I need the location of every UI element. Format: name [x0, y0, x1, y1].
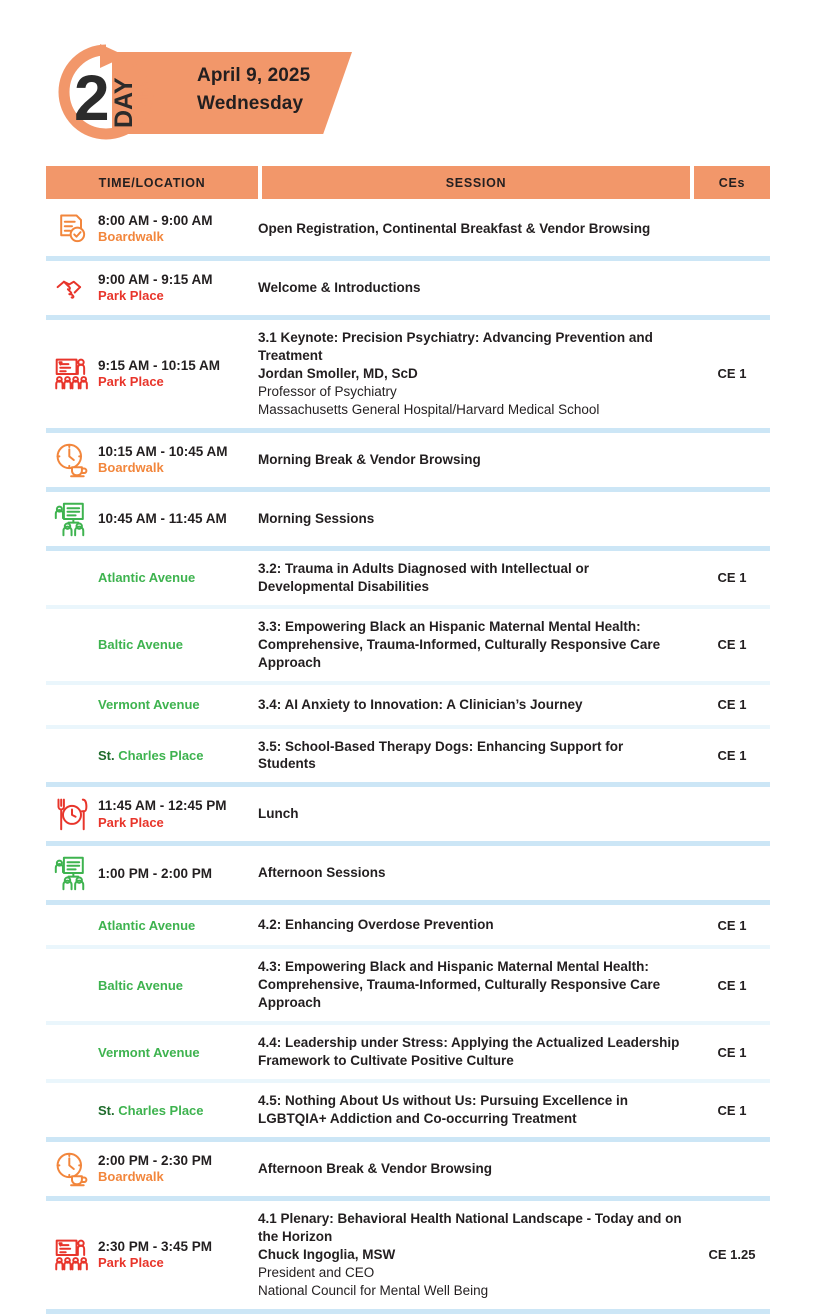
session-title: 3.3: Empowering Black an Hispanic Maternal Mental Health: Comprehensive, Trauma-Informed, Culturally Responsive Care Approach — [258, 618, 661, 670]
time-cell — [46, 796, 258, 832]
table-row — [46, 846, 770, 900]
schedule-table — [46, 166, 770, 1314]
time-location-block — [98, 510, 227, 528]
ces-cell: CE 1 — [717, 747, 747, 763]
table-row-breakout — [46, 729, 770, 783]
registration-document-check-icon — [46, 211, 98, 247]
ces-cell: CE 1 — [717, 366, 747, 382]
breakout-room-name: St. Charles Place — [98, 1102, 204, 1118]
ces-cell: CE 1 — [717, 1044, 747, 1060]
session-cell — [258, 510, 694, 528]
clock-coffee-break-icon — [46, 1151, 98, 1187]
banner-weekday: Wednesday — [197, 92, 304, 114]
breakout-room-name: Baltic Avenue — [98, 637, 184, 653]
row-time: 9:00 AM - 9:15 AM — [98, 271, 213, 287]
session-title: 3.2: Trauma in Adults Diagnosed with Intellectual or Developmental Disabilities — [258, 560, 590, 594]
day-2-logo-icon — [52, 42, 160, 142]
session-cell — [258, 1092, 694, 1128]
row-time: 2:30 PM - 3:45 PM — [98, 1238, 213, 1254]
table-row-breakout — [46, 905, 770, 945]
session-cell — [258, 958, 694, 1012]
time-location-block — [98, 1152, 212, 1186]
row-location: Park Place — [98, 374, 164, 390]
ces-cell: CE 1 — [717, 570, 747, 586]
table-row-breakout — [46, 1025, 770, 1079]
time-location-block — [98, 357, 220, 391]
time-cell — [46, 1237, 258, 1273]
session-speaker: Jordan Smoller, MD, ScD — [258, 365, 418, 381]
time-location-block — [98, 271, 213, 305]
breakout-room-name: Atlantic Avenue — [98, 570, 196, 586]
presentation-audience-icon — [46, 356, 98, 392]
session-speaker-org: Massachusetts General Hospital/Harvard Medical School — [258, 401, 600, 417]
time-cell — [46, 855, 258, 891]
room-cell — [46, 570, 258, 585]
clock-coffee-break-icon — [46, 442, 98, 478]
row-divider — [46, 1309, 770, 1314]
time-cell — [46, 356, 258, 392]
breakout-room-name: Baltic Avenue — [98, 977, 184, 993]
session-cell — [258, 738, 694, 774]
time-cell — [46, 501, 258, 537]
banner-date: April 9, 2025 — [197, 65, 311, 86]
room-cell — [46, 637, 258, 652]
session-title: 3.5: School-Based Therapy Dogs: Enhancing Support for Students — [258, 738, 624, 772]
table-row — [46, 202, 770, 256]
room-cell — [46, 748, 258, 763]
session-cell — [258, 279, 694, 297]
row-location: Boardwalk — [98, 1169, 164, 1185]
time-location-block — [98, 797, 227, 831]
time-cell — [46, 1151, 258, 1187]
session-title: 3.1 Keynote: Precision Psychiatry: Advancing Prevention and Treatment — [258, 330, 653, 363]
room-cell — [46, 1045, 258, 1060]
ces-cell: CE 1 — [717, 637, 747, 653]
breakout-room-name: Vermont Avenue — [98, 697, 200, 713]
session-title: Welcome & Introductions — [258, 280, 421, 296]
session-speaker-org: National Council for Mental Well Being — [258, 1282, 489, 1298]
table-row — [46, 787, 770, 841]
table-row — [46, 433, 770, 487]
svg-text:2: 2 — [74, 62, 110, 134]
table-row-breakout — [46, 609, 770, 681]
row-time: 8:00 AM - 9:00 AM — [98, 212, 213, 228]
session-cell — [258, 329, 694, 419]
session-title: 4.1 Plenary: Behavioral Health National Landscape - Today and on the Horizon — [258, 1211, 682, 1245]
ces-cell: CE 1 — [717, 1102, 747, 1118]
session-title: 4.5: Nothing About Us without Us: Pursuing Excellence in LGBTQIA+ Addiction and Co-occurring Treatment — [258, 1093, 629, 1127]
banner-date-block — [197, 62, 310, 117]
time-location-block — [98, 865, 212, 883]
breakout-room-name: St. Charles Place — [98, 747, 204, 763]
session-cell — [258, 560, 694, 596]
room-cell — [46, 978, 258, 993]
ces-cell: CE 1 — [717, 917, 747, 933]
session-title: 4.3: Empowering Black and Hispanic Maternal Mental Health: Comprehensive, Trauma-Informed, Culturally Responsive Care Approach — [258, 959, 661, 1011]
row-location: Park Place — [98, 1255, 164, 1271]
session-title: Open Registration, Continental Breakfast & Vendor Browsing — [258, 221, 651, 237]
session-speaker-title: Professor of Psychiatry — [258, 383, 397, 399]
table-row-breakout — [46, 1083, 770, 1137]
utensils-clock-lunch-icon — [46, 796, 98, 832]
session-speaker-title: President and CEO — [258, 1264, 375, 1280]
session-speaker: Chuck Ingoglia, MSW — [258, 1247, 396, 1263]
session-cell — [258, 916, 694, 934]
session-title: Afternoon Break & Vendor Browsing — [258, 1161, 493, 1177]
ces-cell: CE 1.25 — [708, 1247, 756, 1263]
time-location-block — [98, 212, 213, 246]
ces-cell: CE 1 — [717, 977, 747, 993]
time-cell — [46, 270, 258, 306]
session-title: Morning Sessions — [258, 510, 375, 526]
time-cell — [46, 442, 258, 478]
session-cell — [258, 1160, 694, 1178]
room-cell — [46, 918, 258, 933]
flipchart-sessions-icon — [46, 501, 98, 537]
room-cell — [46, 1103, 258, 1118]
column-header-ces: CEs — [694, 166, 770, 199]
room-cell — [46, 697, 258, 712]
breakout-room-name: Atlantic Avenue — [98, 917, 196, 933]
table-row — [46, 1142, 770, 1196]
row-time: 9:15 AM - 10:15 AM — [98, 357, 221, 373]
flipchart-sessions-icon — [46, 855, 98, 891]
ces-cell: CE 1 — [717, 697, 747, 713]
table-row-breakout — [46, 551, 770, 605]
time-cell — [46, 211, 258, 247]
time-location-block — [98, 443, 228, 477]
session-cell — [258, 618, 694, 672]
table-row — [46, 1201, 770, 1309]
session-cell — [258, 805, 694, 823]
day-banner — [52, 42, 816, 152]
session-cell — [258, 451, 694, 469]
session-cell — [258, 696, 694, 714]
column-header-time: TIME/LOCATION — [46, 166, 258, 199]
session-cell — [258, 1210, 694, 1300]
session-title: Morning Break & Vendor Browsing — [258, 451, 481, 467]
table-header-row — [46, 166, 770, 199]
table-row — [46, 492, 770, 546]
row-location: Park Place — [98, 288, 164, 304]
session-title: Afternoon Sessions — [258, 865, 386, 881]
session-title: 4.2: Enhancing Overdose Prevention — [258, 917, 494, 933]
row-time: 10:45 AM - 11:45 AM — [98, 510, 227, 526]
presentation-audience-icon — [46, 1237, 98, 1273]
row-time: 1:00 PM - 2:00 PM — [98, 865, 213, 881]
row-location: Boardwalk — [98, 229, 164, 245]
table-row — [46, 261, 770, 315]
row-time: 2:00 PM - 2:30 PM — [98, 1152, 213, 1168]
row-location: Park Place — [98, 814, 164, 830]
session-cell — [258, 220, 694, 238]
column-header-session: SESSION — [262, 166, 690, 199]
table-row — [46, 320, 770, 428]
row-time: 10:15 AM - 10:45 AM — [98, 443, 228, 459]
handshake-icon — [46, 270, 98, 306]
table-row-breakout — [46, 685, 770, 725]
row-location: Boardwalk — [98, 460, 164, 476]
session-cell — [258, 1034, 694, 1070]
session-title: Lunch — [258, 806, 299, 822]
session-title: 4.4: Leadership under Stress: Applying the Actualized Leadership Framework to Cultivate Positive Culture — [258, 1035, 680, 1069]
session-cell — [258, 864, 694, 882]
session-title: 3.4: AI Anxiety to Innovation: A Clinician’s Journey — [258, 696, 583, 712]
row-time: 11:45 AM - 12:45 PM — [98, 798, 227, 814]
breakout-room-name: Vermont Avenue — [98, 1044, 200, 1060]
time-location-block — [98, 1238, 212, 1272]
svg-text:DAY: DAY — [110, 77, 138, 128]
table-row-breakout — [46, 949, 770, 1021]
